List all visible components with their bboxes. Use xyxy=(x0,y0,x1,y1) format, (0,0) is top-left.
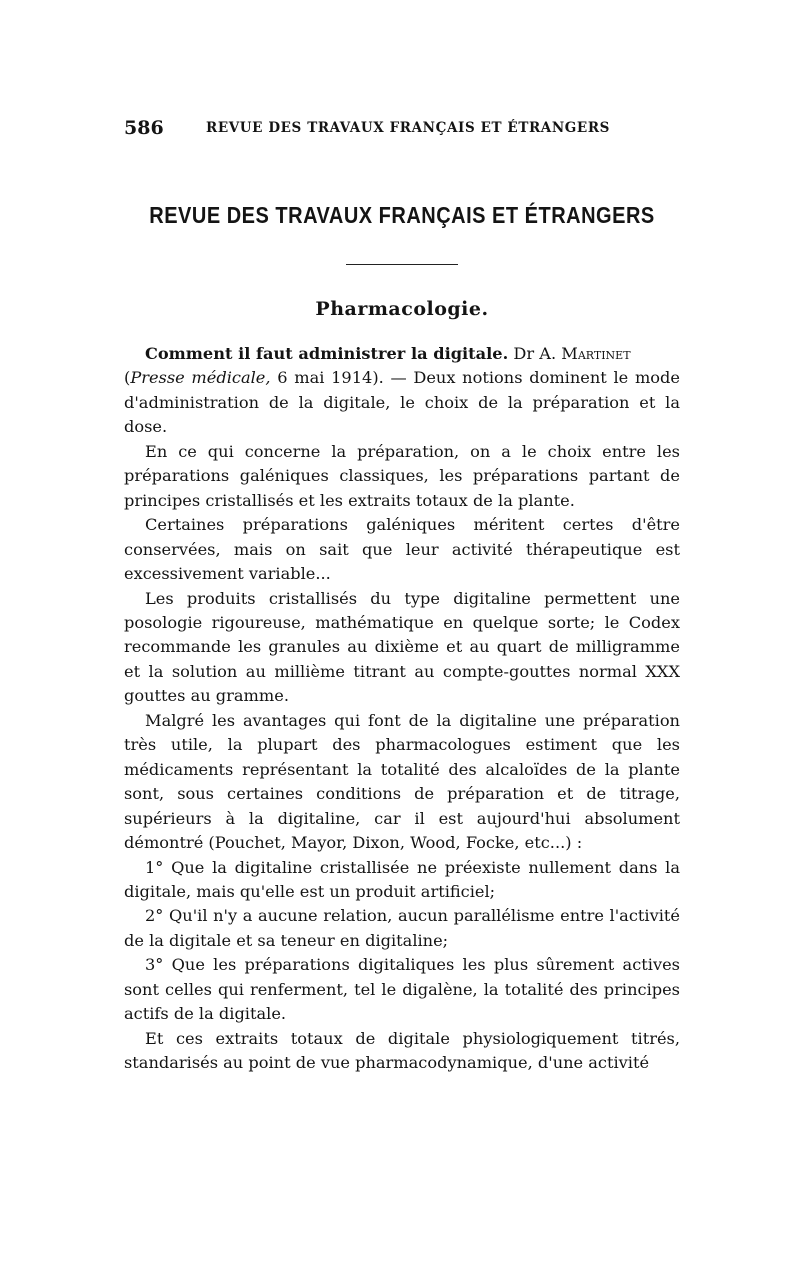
paragraph: Les produits cristallisés du type digitaline permettent une posologie rigoureuse, mathématique en quelque sorte; le Codex recommande les granules au dixième et au quart de milligramme et la solution au millième titrant au compte-gouttes normal XXX gouttes au gramme. xyxy=(124,588,680,706)
article-title: Comment il faut administrer la digitale. xyxy=(145,344,509,363)
running-header xyxy=(124,116,680,140)
paragraph: En ce qui concerne la préparation, on a le choix entre les préparations galéniques classiques, les préparations partant de principes cristallisés et les extraits totaux de la plante. xyxy=(124,441,680,510)
article-lead-paragraph xyxy=(124,342,680,440)
citation-open: ( xyxy=(124,368,131,388)
article-body xyxy=(124,342,680,1076)
list-item: 2° Qu'il n'y a aucune relation, aucun parallélisme entre l'activité de la digitale et sa teneur en digitaline; xyxy=(124,906,680,950)
paragraph: Certaines préparations galéniques méritent certes d'être conservées, mais on sait que leur activité thérapeutique est excessivement variable... xyxy=(124,515,680,584)
citation-text: 6 mai 1914). — Deux notions dominent le mode d'administration de la digitale, le choix de la préparation et la dose. xyxy=(124,368,680,437)
list-item: 1° Que la digitaline cristallisée ne préexiste nullement dans la digitale, mais qu'elle est un produit artificiel; xyxy=(124,857,680,901)
author-prefix: Dr A. xyxy=(513,344,557,363)
subsection-title: Pharmacologie. xyxy=(315,298,489,320)
page-number: 586 xyxy=(124,117,164,139)
section-title: REVUE DES TRAVAUX FRANÇAIS ET ÉTRANGERS xyxy=(149,203,655,229)
paragraph: Malgré les avantages qui font de la digitaline une préparation très utile, la plupart des pharmacologues estiment que les médicaments représentant la totalité des alcaloïdes de la plante sont, sous certaines conditions de préparation et de titrage, supérieurs à la digitaline, car il est aujourd'hui absolument démontré (Pouchet, Mayor, Dixon, Wood, Focke, etc...) : xyxy=(124,710,680,853)
paragraph: Et ces extraits totaux de digitale physiologiquement titrés, standarisés au point de vue pharmacodynamique, d'une activité xyxy=(124,1028,680,1073)
divider-rule xyxy=(346,264,458,265)
author-name: Martinet xyxy=(561,344,631,363)
journal-name: Presse médicale, xyxy=(130,368,271,388)
list-item: 3° Que les préparations digitaliques les plus sûrement actives sont celles qui renferment, tel le digalène, la totalité des principes actifs de la digitale. xyxy=(124,955,680,1024)
running-title: REVUE DES TRAVAUX FRANÇAIS ET ÉTRANGERS xyxy=(206,120,610,136)
page xyxy=(124,0,680,1262)
